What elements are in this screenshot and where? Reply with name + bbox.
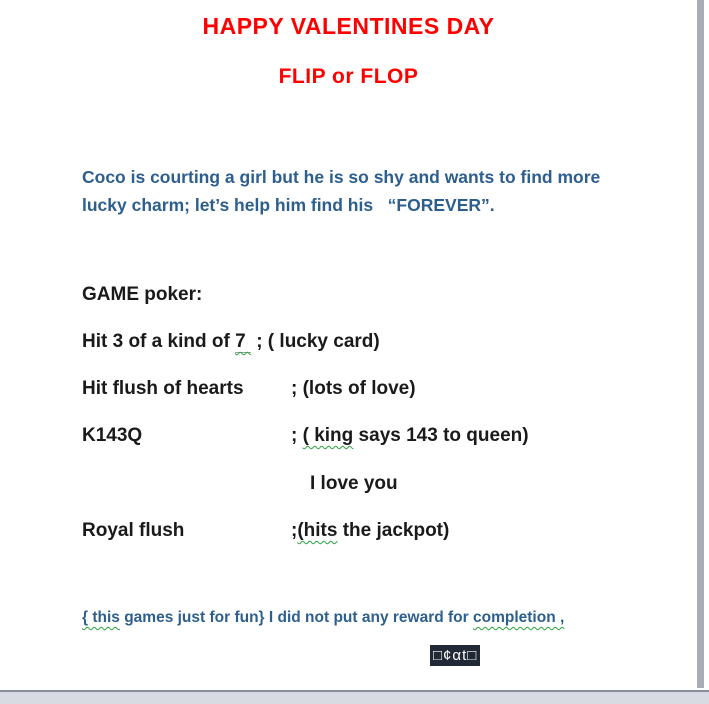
k143q-left: K143Q bbox=[82, 425, 143, 446]
royal-right-pre: ; bbox=[291, 520, 298, 541]
royal-right-marked: (hits bbox=[297, 520, 338, 541]
k143q-right-marked: ( king bbox=[302, 425, 354, 446]
desk-band bbox=[0, 690, 709, 704]
intro-line-1: Coco is courting a girl but he is so shy and wants to find more bbox=[82, 167, 601, 187]
hit3-marked-7: 7 bbox=[235, 331, 251, 352]
royal-left: Royal flush bbox=[82, 520, 185, 541]
hit3-pre: Hit 3 of a kind of bbox=[82, 331, 236, 352]
footer-mid: games just for fun} I did not put any reward for bbox=[119, 609, 473, 626]
flush-right: ; (lots of love) bbox=[291, 378, 416, 399]
game-heading: GAME poker: bbox=[82, 284, 203, 305]
doc-subtitle: FLIP or FLOP bbox=[278, 65, 419, 88]
flush-left: Hit flush of hearts bbox=[82, 378, 244, 399]
royal-right bbox=[291, 520, 449, 542]
stamp-box: □¢αt□ bbox=[430, 645, 480, 666]
hit3-text bbox=[82, 331, 380, 353]
royal-right-post: the jackpot) bbox=[337, 520, 450, 541]
hit3-post: ; ( lucky card) bbox=[250, 331, 380, 352]
footer-note bbox=[82, 609, 662, 627]
doc-title: HAPPY VALENTINES DAY bbox=[202, 13, 495, 39]
k143q-right-post: says 143 to queen) bbox=[353, 425, 529, 446]
k143q-right-pre: ; bbox=[291, 425, 303, 446]
i-love-you-text: I love you bbox=[310, 473, 398, 494]
k143q-right bbox=[291, 425, 529, 447]
footer-marked-end: completion , bbox=[473, 609, 565, 626]
footer-marked-open: { this bbox=[82, 609, 120, 626]
intro-paragraph bbox=[82, 163, 642, 219]
intro-line-2: lucky charm; let’s help him find his “FOREVER”. bbox=[82, 195, 495, 215]
page-right-edge bbox=[697, 0, 704, 688]
